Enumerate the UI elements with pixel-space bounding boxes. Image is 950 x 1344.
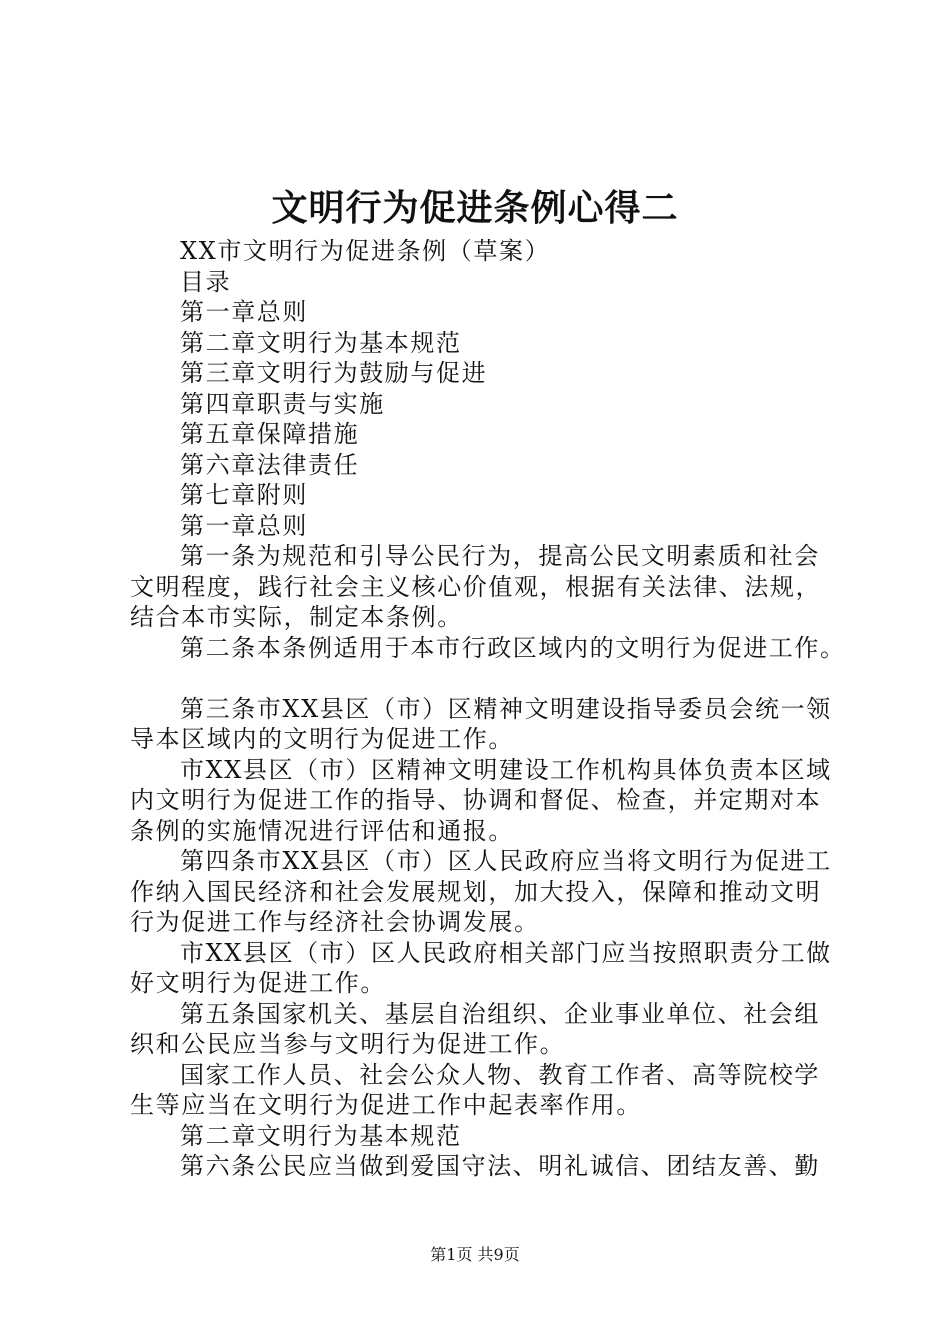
text-line: 第五章保障措施 [180,420,360,448]
text-line: 第四条市XX县区（市）区人民政府应当将文明行为促进工 [180,847,832,875]
text-line: 第二章文明行为基本规范 [180,1121,462,1150]
page-footer: 第1页 共9页 [430,1245,520,1264]
text-line: 生等应当在文明行为促进工作中起表率作用。 [130,1091,642,1119]
text-line: 内文明行为促进工作的指导、协调和督促、检查，并定期对本 [130,786,822,814]
text-line: 第一条为规范和引导公民行为，提高公民文明素质和社会 [180,542,820,570]
text-line: 导本区域内的文明行为促进工作。 [130,725,514,753]
text-line: 第七章附则 [180,481,308,509]
text-line: 第二章文明行为基本规范 [180,328,462,357]
text-line: 市XX县区（市）区精神文明建设工作机构具体负责本区域 [180,755,832,784]
text-line: 文明程度，践行社会主义核心价值观，根据有关法律、法规， [130,572,822,601]
text-line: 市XX县区（市）区人民政府相关部门应当按照职责分工做 [180,938,832,967]
text-line: 条例的实施情况进行评估和通报。 [130,816,514,845]
text-line: XX市文明行为促进条例（草案） [180,237,551,265]
document-body [130,236,845,1182]
blank-line [130,663,845,694]
text-line: 第一章总则 [180,298,308,326]
text-line: 作纳入国民经济和社会发展规划，加大投入，保障和推动文明 [130,877,822,906]
document-title: 文明行为促进条例心得二 [271,187,679,229]
text-line: 第六条公民应当做到爱国守法、明礼诚信、团结友善、勤 [180,1152,820,1180]
text-line: 国家工作人员、社会公众人物、教育工作者、高等院校学 [180,1060,820,1089]
text-line: 第二条本条例适用于本市行政区域内的文明行为促进工作。 [180,633,846,662]
text-line: 第六章法律责任 [180,450,360,479]
text-line: 第三章文明行为鼓励与促进 [180,359,488,387]
text-line: 好文明行为促进工作。 [130,969,386,997]
text-line: 第五条国家机关、基层自治组织、企业事业单位、社会组 [180,999,820,1028]
text-line: 织和公民应当参与文明行为促进工作。 [130,1030,566,1058]
text-line: 第一章总则 [180,511,308,540]
text-line: 行为促进工作与经济社会协调发展。 [130,908,540,936]
text-line: 结合本市实际，制定本条例。 [130,603,463,631]
text-line: 目录 [180,267,232,296]
text-line: 第三条市XX县区（市）区精神文明建设指导委员会统一领 [180,694,832,723]
text-line: 第四章职责与实施 [180,389,385,418]
